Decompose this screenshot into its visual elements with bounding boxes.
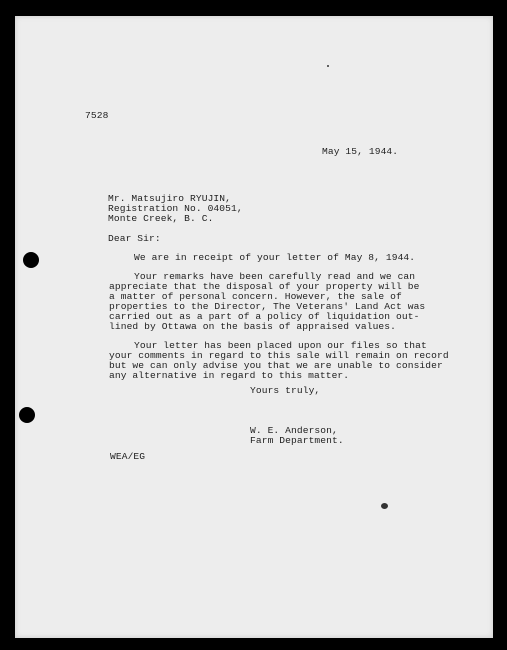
paragraph-line: lined by Ottawa on the basis of appraised values. xyxy=(109,321,397,332)
paragraph-line: a matter of personal concern. However, the sale of xyxy=(109,291,402,302)
paragraph-line: properties to the Director, The Veterans' Land Act was xyxy=(109,301,426,312)
typist-initials: WEA/EG xyxy=(110,451,146,462)
address-line: Mr. Matsujiro RYUJIN, xyxy=(108,193,232,204)
paragraph-line: any alternative in regard to this matter. xyxy=(109,370,350,381)
paragraph-line: appreciate that the disposal of your property will be xyxy=(109,281,420,292)
letter-date: May 15, 1944. xyxy=(322,146,399,157)
paragraph-line: We are in receipt of your letter of May 8, 1944. xyxy=(134,252,416,263)
paragraph-line: your comments in regard to this sale will remain on record xyxy=(109,350,449,361)
address-line: Monte Creek, B. C. xyxy=(108,213,214,224)
ink-speck xyxy=(327,65,329,67)
signature-name: W. E. Anderson, xyxy=(250,425,338,436)
salutation: Dear Sir: xyxy=(108,233,161,244)
signature-department: Farm Department. xyxy=(250,435,344,446)
paragraph-line: Your remarks have been carefully read and we can xyxy=(134,271,416,282)
ink-speck xyxy=(381,503,388,509)
punch-hole-bottom xyxy=(19,407,35,423)
paragraph-line: Your letter has been placed upon our files so that xyxy=(134,340,427,351)
paragraph-line: carried out as a part of a policy of liquidation out- xyxy=(109,311,420,322)
closing: Yours truly, xyxy=(250,385,321,396)
address-line: Registration No. 04051, xyxy=(108,203,243,214)
punch-hole-top xyxy=(23,252,39,268)
reference-number: 7528 xyxy=(85,110,109,121)
paragraph-line: but we can only advise you that we are unable to consider xyxy=(109,360,443,371)
